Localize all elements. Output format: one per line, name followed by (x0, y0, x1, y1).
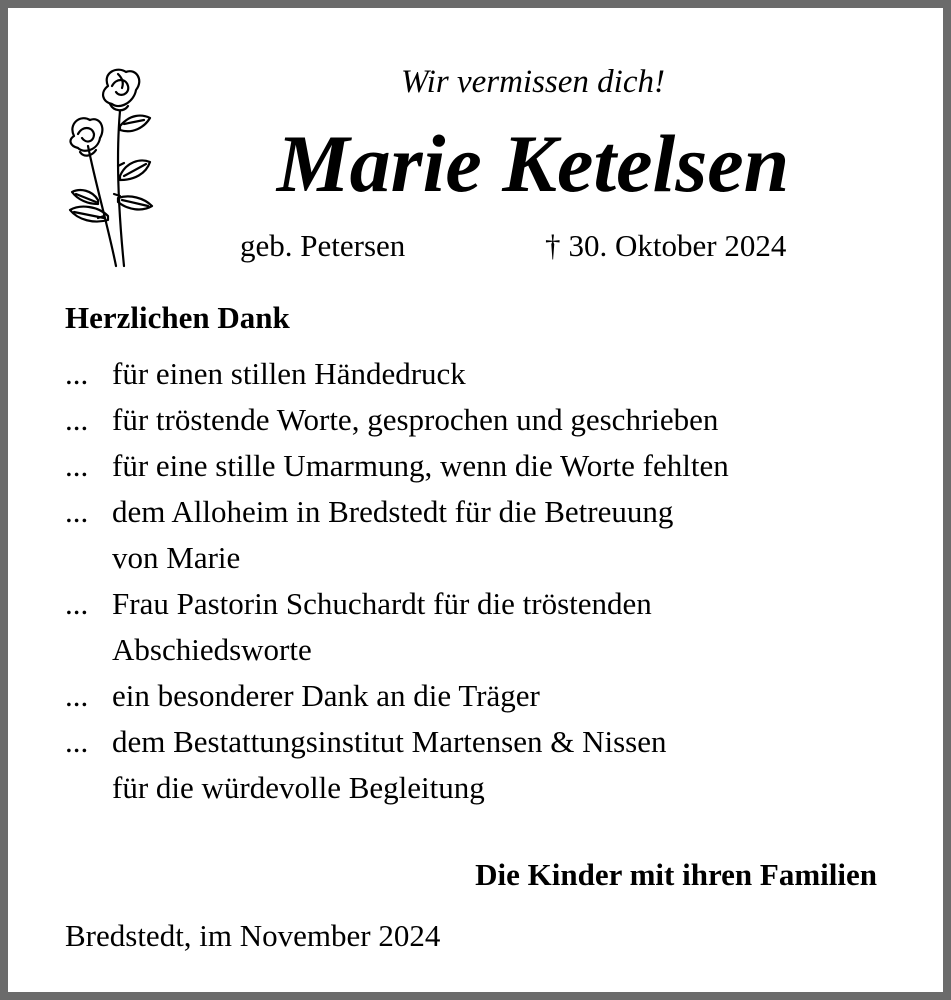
list-item-line: dem Alloheim in Bredstedt für die Betreuung (112, 494, 674, 529)
list-item-text (112, 351, 915, 397)
list-item (65, 489, 915, 581)
list-bullet: ... (65, 494, 89, 529)
motto: Wir vermissen dich! (401, 64, 665, 100)
list-item-line: ein besonderer Dank an die Träger (112, 678, 540, 713)
thanks-heading: Herzlichen Dank (65, 300, 290, 335)
list-item-line: Abschiedsworte (112, 632, 312, 667)
death-date-line (545, 224, 786, 268)
list-item-line: für einen stillen Händedruck (112, 356, 466, 391)
birth-name: geb. Petersen (240, 228, 406, 263)
thanks-list (65, 351, 915, 811)
list-item-text (112, 443, 915, 489)
list-item-line: Frau Pastorin Schuchardt für die tröstenden (112, 586, 652, 621)
list-item-text (112, 581, 915, 673)
deceased-name: Marie Ketelsen (276, 118, 790, 209)
list-item-line: für die würdevolle Begleitung (112, 770, 485, 805)
list-item-text (112, 719, 915, 811)
place-date: Bredstedt, im November 2024 (65, 918, 441, 953)
list-item-text (112, 489, 915, 581)
rose-icon (58, 66, 158, 271)
cross-icon: † (545, 228, 561, 263)
list-bullet: ... (65, 724, 89, 759)
death-date: 30. Oktober 2024 (568, 228, 787, 263)
signature: Die Kinder mit ihren Familien (475, 857, 877, 892)
list-item-text (112, 397, 915, 443)
list-item-line: von Marie (112, 540, 241, 575)
list-item (65, 719, 915, 811)
list-item (65, 443, 915, 489)
list-item (65, 581, 915, 673)
list-bullet: ... (65, 586, 89, 621)
list-item-line: für eine stille Umarmung, wenn die Worte fehlten (112, 448, 729, 483)
list-bullet: ... (65, 678, 89, 713)
list-item-line: für tröstende Worte, gesprochen und geschrieben (112, 402, 719, 437)
list-item-line: dem Bestattungsinstitut Martensen & Nissen (112, 724, 667, 759)
list-item (65, 673, 915, 719)
list-item (65, 397, 915, 443)
list-item (65, 351, 915, 397)
list-item-text (112, 673, 915, 719)
list-bullet: ... (65, 356, 89, 391)
list-bullet: ... (65, 402, 89, 437)
list-bullet: ... (65, 448, 89, 483)
